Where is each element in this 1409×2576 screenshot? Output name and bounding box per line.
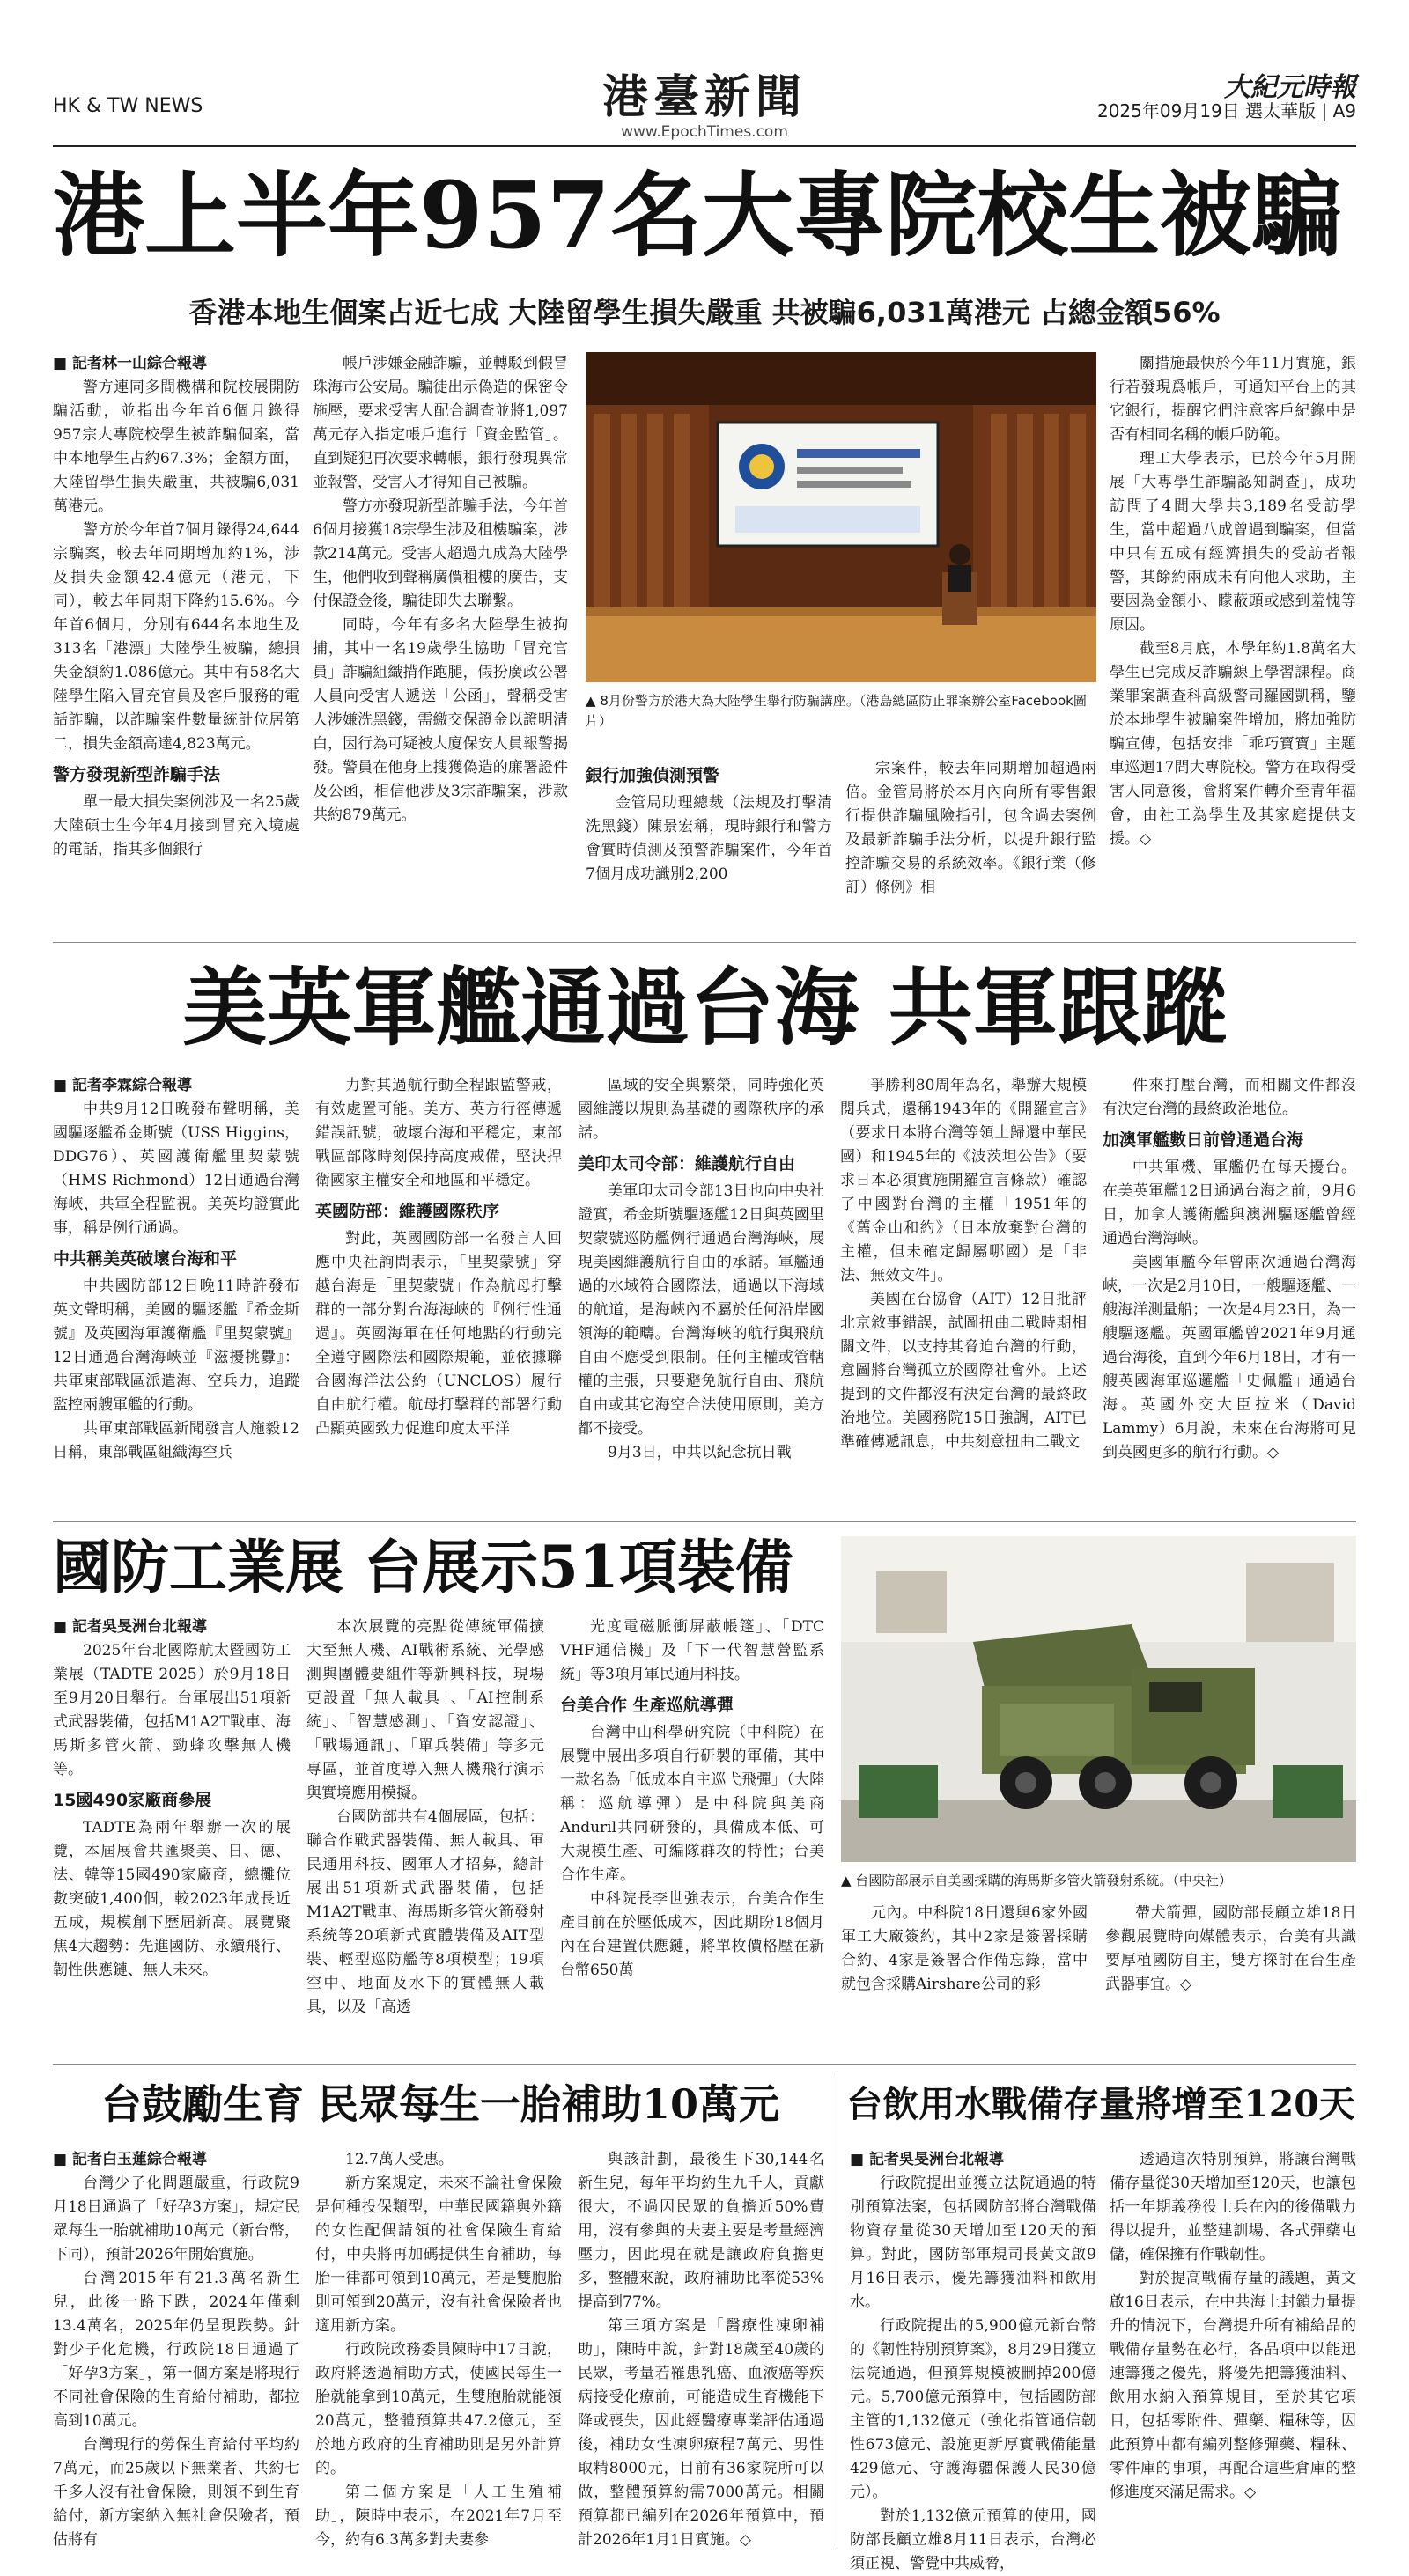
story5-paragraph: 對於1,132億元預算的使用，國防部長顧立雄8月11日表示，台灣必須正視、警覺中共威脅， <box>850 2507 1096 2572</box>
story2-paragraph: 中共9月12日晚發布聲明稱，美國驅逐艦希金斯號（USS Higgins，DDG76）、英國護衛艦里契蒙號（HMS Richmond）12日通過台灣海峽，共軍全程監視。美英均證實此事，稱是例行通過。 <box>53 1100 299 1237</box>
story-divider <box>53 2064 1356 2065</box>
story2-paragraph: 爭勝利80周年為名，舉辦大規模閱兵式，還稱1943年的《開羅宣言》（要求日本將台灣等領土歸還中華民國）和1945年的《波茨坦公告》（要求日本必須實施開羅宣言條款）確認了中國對台灣的主權「1951年的《舊金山和約》（日本放棄對台灣的主權，但未確定歸屬哪國）是「非法、無效文件」。 <box>840 1077 1087 1284</box>
story2-column-4 <box>840 1074 1087 1514</box>
story5-paragraph: 行政院提出的5,900億元新台幣的《韌性特別預算案》，8月29日獲立法院通過，但預算規模被刪掉200億元。5,700億元預算中，包括國防部主管的1,132億元（強化指管通信韌性673億元、設施更新厚實戰備能量429億元、守護海疆保護人民30億元）。 <box>850 2317 1096 2501</box>
story1-paragraph: 警方於今年首7個月錄得24,644宗騙案，較去年同期增加約1%，涉及損失金額42.4億元（港元，下同），較去年同期下降約15.6%。今年首6個月，分別有644名本地生及313名「港漂」大陸學生被騙，總損失金額約1.086億元。其中有58名大陸學生陷入冒充官員及客戶服務的電話詐騙，以詐騙案件數量統計位居第二，損失金額高達4,823萬元。 <box>53 521 299 753</box>
story-divider <box>53 942 1356 943</box>
story3-column-3 <box>560 1616 824 2056</box>
story1-paragraph: 同時，今年有多名大陸學生被拘捕，其中一名19歲學生協助「冒充官員」詐騙組織揹作跑腿，假扮廣政公署人員向受害人遞送「公函」，聲稱受害人涉嫌洗黑錢，需繳交保證金以證明清白，因行為可疑被大廈保安人員報警揭發。警員在他身上搜獲偽造的廉署證件及公函，相信他涉及3宗詐騙案，涉款共約879萬元。 <box>313 616 568 824</box>
story3-subheading: 15國490家廠商參展 <box>53 1791 212 1810</box>
story5-paragraph: 透過這次特別預算，將讓台灣戰備存量從30天增加至120天，也讓包括一年期義務役士兵在內的後備戰力得以提升，並整建訓場、各式彈藥屯儲，確保擁有作戰韌性。 <box>1110 2151 1356 2263</box>
story2-headline: 美英軍艦通過台海 共軍跟蹤 <box>182 958 1227 1057</box>
story1-subheading: 警方發現新型詐騙手法 <box>53 765 221 784</box>
story3-column-5 <box>1105 1902 1356 2056</box>
story4-byline: ■ 記者白玉蓮綜合報導 <box>53 2148 299 2172</box>
story1-photo-caption: ▲ 8月份警方於港大為大陸學生舉行防騙講座。（港島總區防止罪案辦公室Facebook圖片） <box>586 691 1096 732</box>
story1-column-5 <box>1110 352 1356 933</box>
story2-column-3 <box>578 1074 824 1514</box>
story1-paragraph: 宗案件，較去年同期增加超過兩倍。金管局將於本月內向所有零售銀行提供詐騙風險指引，包含過去案例及最新詐騙手法分析，以提升銀行監控詐騙交易的系統效率。《銀行業（修訂）條例》相 <box>845 760 1096 896</box>
story4-column-2 <box>315 2148 562 2549</box>
story3-photo-rocket-launcher <box>841 1536 1356 1862</box>
story4-headline: 台鼓勵生育 民眾每生一胎補助10萬元 <box>100 2080 780 2128</box>
story2-paragraph: 美國在台協會（AIT）12日批評北京敘事錯誤，試圖扭曲二戰時期相關文件，以支持其脅迫台灣的行動，意圖將台灣孤立於國際社會外。上述提到的文件都沒有決定台灣的最終政治地位。美國務院15日強調，AIT已準確傳遞訊息，中共刻意扭曲二戰文 <box>840 1291 1087 1451</box>
story1-subheading: 銀行加強偵測預警 <box>586 766 720 785</box>
site-url: www.EpochTimes.com <box>621 123 788 141</box>
story2-subheading: 英國防部：維護國際秩序 <box>315 1202 500 1221</box>
story2-byline: ■ 記者李霖綜合報導 <box>53 1074 299 1098</box>
story1-paragraph: 單一最大損失案例涉及一名25歲大陸碩士生今年4月接到冒充入境處的電話，指其多個銀行 <box>53 793 299 858</box>
story2-paragraph: 中共國防部12日晚11時許發布英文聲明稱，美國的驅逐艦『希金斯號』及英國海軍護衛艦『里契蒙號』12日通過台灣海峽並『滋擾挑釁』：共軍東部戰區派遣海、空兵力，追蹤監控兩艘軍艦的行動。 <box>53 1277 299 1414</box>
story2-paragraph: 件來打壓台灣，而相關文件都沒有決定台灣的最終政治地位。 <box>1103 1077 1356 1118</box>
story2-paragraph: 區域的安全與繁榮，同時強化英國維護以規則為基礎的國際秩序的承諾。 <box>578 1077 824 1142</box>
story5-headline: 台飲用水戰備存量將增至120天 <box>846 2083 1355 2125</box>
story2-paragraph: 美國軍艦今年曾兩次通過台灣海峽，一次是2月10日，一艘驅逐艦、一艘海洋測量船；一次是4月23日，為一艘驅逐艦。英國軍艦曾2021年9月通過台海後，直到今年6月18日，才有一艘英國海軍巡邏艦「史佩艦」通過台海。英國外交大臣拉米（David Lammy）6月說，未來在台海將可見到英國更多的航行行動。◇ <box>1103 1254 1356 1461</box>
story2-paragraph: 共軍東部戰區新聞發言人施毅12日稱，東部戰區組織海空兵 <box>53 1420 299 1461</box>
story3-paragraph: 台灣中山科學研究院（中科院）在展覽中展出多項自行研製的軍備，其中一款名為「低成本自主巡弋飛彈」（大陸稱：巡航導彈）是中科院與美商Anduril共同研發的，具備成本低、可大規模生產、可編隊群攻的特性；台美合作生產。 <box>560 1724 824 1884</box>
story2-paragraph: 對此，英國國防部一名發言人回應中央社詢問表示，「里契蒙號」穿越台海是「里契蒙號」作為航母打擊群的一部分對台海海峽的『例行性通過』。英國海軍在任何地點的行動完全遵守國際法和國際規範，並依據聯合國海洋法公約（UNCLOS）履行自由航行權。航母打擊群的部署行動凸顯英國致力促進印度太平洋 <box>315 1230 562 1438</box>
story4-paragraph: 台灣2015年有21.3萬名新生兒，此後一路下跌，2024年僅剩13.4萬名，2025年仍呈現跌勢。針對少子化危機，行政院18日通過了「好孕3方案」，第一個方案是將現行不同社會保險的生育給付補助，都拉高到10萬元。 <box>53 2270 299 2430</box>
story3-column-2 <box>306 1616 544 2056</box>
section-label-en: HK & TW NEWS <box>53 95 203 117</box>
story4-paragraph: 第二個方案是「人工生殖補助」，陳時中表示，在2021年7月至今，約有6.3萬多對夫妻參 <box>315 2484 562 2549</box>
story2-column-2 <box>315 1074 562 1514</box>
story3-paragraph: TADTE為兩年舉辦一次的展覽，本屆展會共匯聚美、日、德、法、韓等15國490家廠商，總攤位數突破1,400個，較2023年成長近五成，規模創下歷屆新高。展覽聚焦4大趨勢：先進國防、永續飛行、韌性供應鏈、無人未來。 <box>53 1819 291 1979</box>
story3-paragraph: 光度電磁脈衝屏蔽帳篷」、「DTC VHF通信機」及「下一代智慧營監系統」等3項月軍民通用科技。 <box>560 1618 824 1683</box>
story5-column-2 <box>1110 2148 1356 2544</box>
story4-paragraph: 台灣少子化問題嚴重，行政院9月18日通過了「好孕3方案」，規定民眾每生一胎就補助10萬元（新台幣，下同），預計2026年開始實施。 <box>53 2175 299 2263</box>
story-divider <box>53 1521 1356 1522</box>
story3-paragraph: 台國防部共有4個展區，包括：聯合作戰武器裝備、無人載具、軍民通用科技、國軍人才招募，總計展出51項新式武器裝備，包括M1A2T戰車、海馬斯多管火箭發射系統等20項新式實體裝備及AIT型裝、輕型巡防艦等8項模型；19項空中、地面及水下的實體無人載具，以及「高透 <box>306 1808 544 2016</box>
story3-column-4 <box>841 1902 1088 2056</box>
story1-paragraph: 帳戶涉嫌金融詐騙，並轉駁到假冒珠海市公安局。騙徒出示偽造的保密令施壓，要求受害人配合調查並將1,097萬元存入指定帳戶進行「資金監管」。直到疑犯再次要求轉帳，銀行發現異常並報警，受害人才得知自己被騙。 <box>313 355 568 491</box>
story3-paragraph: 帶犬箭彈，國防部長顧立雄18日參觀展覽時向媒體表示，台美有共識要厚植國防自主，雙方探討在台生產武器事宜。◇ <box>1105 1904 1356 1993</box>
story1-column-2 <box>313 352 568 933</box>
story3-column-1 <box>53 1616 291 2056</box>
story2-paragraph: 美軍印太司令部13日也向中央社證實，希金斯號驅逐艦12日與英國里契蒙號巡防艦例行通過台灣海峽，展現美國維護航行自由的承諾。軍艦通過的水域符合國際法，通過以下海域的航道，是海峽內不屬於任何沿岸國領海的範疇。台灣海峽的航行與飛航自由不應受到限制。任何主權或管轄權的主張，只要避免航行自由、飛航自由或其它海空合法使用原則，美方都不接受。 <box>578 1182 824 1438</box>
story1-column-3 <box>586 757 832 933</box>
story3-headline: 國防工業展 台展示51項裝備 <box>53 1533 793 1601</box>
story1-column-4 <box>845 757 1096 933</box>
story4-paragraph: 12.7萬人受惠。 <box>345 2151 454 2168</box>
story3-photo-caption: ▲ 台國防部展示自美國採購的海馬斯多管火箭發射系統。（中央社） <box>841 1871 1356 1891</box>
story4-paragraph: 行政院政務委員陳時中17日說，政府將透過補助方式，使國民每生一胎就能拿到10萬元，生雙胞胎就能領20萬元，整體預算共47.2億元，至於地方政府的生育補助則是另外計算的。 <box>315 2341 562 2477</box>
masthead-rule <box>53 145 1356 147</box>
story3-paragraph: 本次展覽的亮點從傳統軍備擴大至無人機、AI戰術系統、光學感測與團體要組件等新興科技，現場更設置「無人載具」、「AI控制系統」、「智慧感測」、「資安認證」、「戰場通訊」、「單兵裝備」等多元專區，並首度導入無人機飛行演示與實境應用模擬。 <box>306 1618 544 1802</box>
story4-paragraph: 第三項方案是「醫療性凍卵補助」，陳時中說，針對18歲至40歲的民眾，考量若罹患乳癌、血液癌等疾病接受化療前，可能造成生育機能下降或喪失，因此經醫療專業評估通過後，補助女性凍卵療程7萬元、男性取精8000元，目前有36家院所可以做，整體預算約需7000萬元。相關預算都已編列在2026年預算中，預計2026年1月1日實施。◇ <box>578 2317 824 2549</box>
story4-column-1 <box>53 2148 299 2549</box>
story1-paragraph: 金管局助理總裁（法規及打擊清洗黑錢）陳景宏稱，現時銀行和警方會實時偵測及預警詐騙案件，今年首7個月成功識別2,200 <box>586 794 832 883</box>
story2-subheading: 美印太司令部：維護航行自由 <box>578 1154 796 1174</box>
story1-paragraph: 警方連同多間機構和院校展開防騙活動，並指出今年首6個月錄得957宗大專院校學生被詐騙個案，當中本地學生占約67.3%；金額方面，大陸留學生損失嚴重，共被騙6,031萬港元。 <box>53 379 299 515</box>
story3-subheading: 台美合作 生產巡航導彈 <box>560 1696 734 1715</box>
date-line: 2025年09月19日 選太華版 | A9 <box>1096 100 1356 121</box>
story1-photo-lecture <box>586 352 1096 682</box>
story3-paragraph: 2025年台北國際航太暨國防工業展（TADTE 2025）於9月18日至9月20日舉行。台軍展出51項新式武器裝備，包括M1A2T戰車、海馬斯多管火箭、勁蜂攻擊無人機等。 <box>53 1642 291 1778</box>
story4-column-3 <box>578 2148 824 2549</box>
story5-byline: ■ 記者吳旻洲台北報導 <box>850 2148 1096 2172</box>
story1-subhead: 香港本地生個案占近七成 大陸留學生損失嚴重 共被騙6,031萬港元 占總金額56% <box>188 296 1221 329</box>
story1-paragraph: 截至8月底，本學年約1.8萬名大學生已完成反詐騙線上學習課程。商業罪案調查科高級警司羅國凱稱，鑒於本地學生被騙案件增加，將加強防騙宣傳，包括安排「乖巧寶寶」主題車巡迴17間大專院校。警方在取得受害人同意後，會將案件轉介至青年福會，由社工為學生及其家庭提供支援。◇ <box>1110 640 1356 848</box>
story2-subheading: 中共稱美英破壞台海和平 <box>53 1249 238 1269</box>
story2-column-1 <box>53 1074 299 1514</box>
story1-paragraph: 關措施最快於今年11月實施，銀行若發現爲帳戶，可通知平台上的其它銀行，提醒它們注意客戶紀錄中是否有相同名稱的帳戶防範。 <box>1110 355 1356 444</box>
story2-paragraph: 力對其過航行動全程跟監警戒，有效處置可能。美方、英方行徑傳遞錯誤訊號，破壞台海和平穩定，東部戰區部隊時刻保持高度戒備，堅決捍衛國家主權安全和地區和平穩定。 <box>315 1077 562 1189</box>
story3-paragraph: 中科院長李世強表示，台美合作生產目前在於壓低成本，因此期盼18個月內在台建置供應鏈，將單枚價格壓在新台幣650萬 <box>560 1890 824 1979</box>
story2-paragraph: 9月3日，中共以紀念抗日戰 <box>608 1444 792 1461</box>
story5-paragraph: 行政院提出並獲立法院通過的特別預算法案，包括國防部將台灣戰備物資存量從30天增加至120天的預算。對此，國防部軍規司長黃文啟9月16日表示，優先籌獲油料和飲用水。 <box>850 2175 1096 2311</box>
story2-column-5 <box>1103 1074 1356 1514</box>
story1-paragraph: 警方亦發現新型詐騙手法，今年首6個月接獲18宗學生涉及租樓騙案，涉款214萬元。受害人超過九成為大陸學生，他們收到聲稱廣價租樓的廣告，支付保證金後，騙徒即失去聯繫。 <box>313 497 568 610</box>
story3-byline: ■ 記者吳旻洲台北報導 <box>53 1616 291 1639</box>
story3-paragraph: 元內。中科院18日還與6家外國軍工大廠簽約，其中2家是簽署採購合約、4家是簽署合作備忘錄，當中就包含採購Airshare公司的彩 <box>841 1904 1088 1993</box>
story5-paragraph: 對於提高戰備存量的議題，黃文啟16日表示，在中共海上封鎖力量提升的情況下，台灣提升所有補給品的戰備存量勢在必行，各品項中以能迅速籌獲之優先，將優先把籌獲油料、飲用水納入預算規目，至於其它項目，包括零附件、彈藥、糧秣等，因此預算中都有編列整修彈藥、糧秣、零件庫的事項，再配合這些倉庫的整修進度來滿足需求。◇ <box>1110 2270 1356 2501</box>
story5-column-1 <box>850 2148 1096 2572</box>
story2-subheading: 加澳軍艦數日前曾通過台海 <box>1103 1130 1304 1150</box>
paper-name-logo: 大紀元時報 <box>1224 72 1356 103</box>
story4-paragraph: 台灣現行的勞保生育給付平均約7萬元，而25歲以下無業者、共約七千多人沒有社會保險，則領不到生育給付，新方案納入無社會保險者，預估將有 <box>53 2436 299 2549</box>
story2-paragraph: 中共軍機、軍艦仍在每天擾台。在美英軍艦12日通過台海之前，9月6日，加拿大護衛艦與澳洲驅逐艦曾經通過台灣海峽。 <box>1103 1159 1356 1248</box>
story4-paragraph: 與該計劃，最後生下30,144名新生兒，每年平均約生九千人，貢獻很大，不過因民眾的負擔近50%費用，沒有參與的夫妻主要是考量經濟壓力，因此現在就是讓政府負擔更多，整體來說，政府補助比率從53%提高到77%。 <box>578 2151 824 2311</box>
story1-byline: ■ 記者林一山綜合報導 <box>53 352 299 376</box>
story4-paragraph: 新方案規定，未來不論社會保險是何種投保類型，中華民國籍與外籍的女性配偶請領的社會保險生育給付，中央將再加碼提供生育補助，每胎一律都可領到10萬元，若是雙胞胎則可領到20萬元，沒有社會保險者也適用新方案。 <box>315 2175 562 2335</box>
story1-paragraph: 理工大學表示，已於今年5月開展「大專學生詐騙認知調查」，成功訪問了4間大學共3,189名受訪學生，當中超過八成曾遇到騙案，但當中只有五成有經濟損失的受訪者報警，其餘約兩成未有向他人求助，主要因為金額小、矇蔽頭或感到羞愧等原因。 <box>1110 450 1356 634</box>
section-title: 港臺新聞 <box>601 70 807 124</box>
story1-column-1 <box>53 352 299 933</box>
story1-headline: 港上半年957名大專院校生被騙 <box>53 161 1344 269</box>
